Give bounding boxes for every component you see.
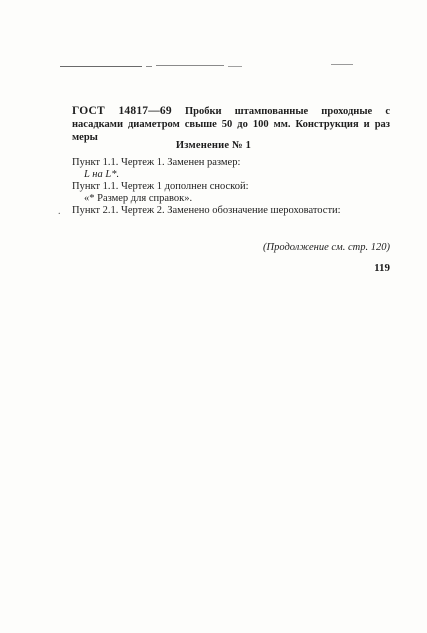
- margin-mark: .: [58, 206, 61, 217]
- top-rule-segment: [331, 64, 353, 65]
- document-title: [72, 105, 390, 144]
- standard-title: Пробки штампованные проходные с насадками диаметром свыше 50 до 100 мм. Конструкция и раз мeры: [72, 106, 390, 143]
- amendment-heading: Изменение № 1: [175, 140, 252, 151]
- item-2-1-roughness: Пункт 2.1. Чертеж 2. Заменено обозначение шероховатости:: [72, 205, 341, 216]
- top-rule-segment: [228, 66, 242, 67]
- top-rule-segment: [146, 66, 152, 67]
- page-number: 119: [374, 262, 390, 274]
- item-1-1-footnote: Пункт 1.1. Чертеж 1 дополнен сноской:: [72, 181, 249, 192]
- top-rule-segment: [60, 66, 142, 67]
- top-rule-segment: [156, 65, 224, 66]
- item-1-1-replacement: Пункт 1.1. Чертеж 1. Заменен размер:: [72, 157, 241, 168]
- item-1-1-footnote-text: «* Размер для справок».: [84, 193, 193, 204]
- standard-code: ГОСТ 14817—69: [72, 105, 172, 117]
- continuation-note: (Продолжение см. стр. 120): [263, 242, 390, 253]
- item-1-1-replacement-value: L на L*.: [84, 169, 120, 180]
